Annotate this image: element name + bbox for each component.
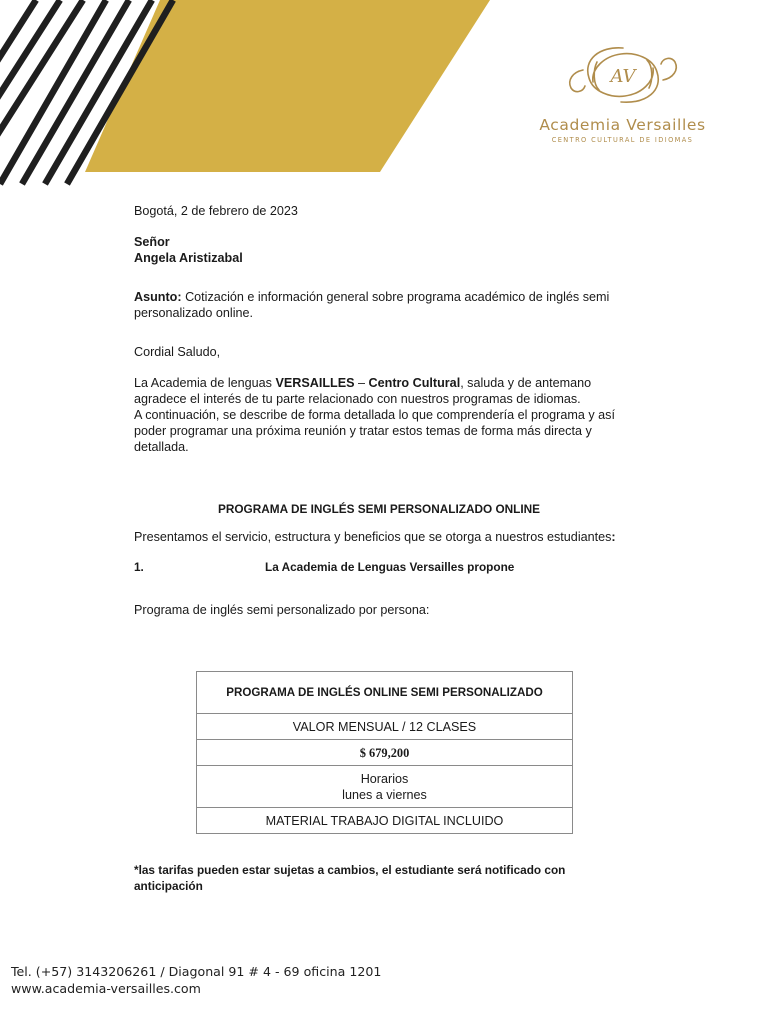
material-cell: MATERIAL TRABAJO DIGITAL INCLUIDO [197, 808, 573, 834]
item-text: La Academia de Lenguas Versailles propone [265, 560, 515, 574]
table-row [197, 808, 573, 834]
footer-website-link[interactable]: www.academia-versailles.com [11, 981, 201, 996]
schedule-value: lunes a viernes [342, 787, 427, 802]
header-decoration [0, 0, 500, 190]
monogram-text: AV [609, 66, 636, 87]
schedule-label: Horarios [360, 771, 409, 786]
table-row [197, 740, 573, 766]
recipient-name: Angela Aristizabal [134, 251, 243, 265]
table-row [197, 672, 573, 714]
body-text-rest: , saluda y de antemano agradece el interés de tu parte relacionado con nuestros programas de idiomas. [134, 376, 592, 406]
body-text: La Academia de lenguas [134, 376, 276, 390]
letter-date: Bogotá, 2 de febrero de 2023 [134, 204, 298, 218]
program-title: PROGRAMA DE INGLÉS SEMI PERSONALIZADO ONLINE [217, 502, 541, 516]
body-paragraph-2: A continuación, se describe de forma detallada lo que comprendería el programa y así poder programar una próxima reunión y tratar estos temas de forma más directa y detallada. [134, 408, 615, 454]
gold-banner-shape [85, 0, 490, 172]
center-bold: Centro Cultural [368, 376, 461, 390]
intro-line [134, 529, 624, 545]
pricing-note: *las tarifas pueden estar sujetas a cambios, el estudiante será notificado con anticipación [134, 863, 566, 893]
body-dash: – [354, 376, 369, 390]
footer [11, 963, 381, 997]
logo-tagline: CENTRO CULTURAL DE IDIOMAS [551, 136, 694, 144]
numbered-item [134, 559, 624, 575]
subject-line [134, 289, 624, 321]
item-number: 1. [134, 560, 144, 574]
table-row [197, 766, 573, 808]
price-cell: $ 679,200 [197, 740, 573, 766]
price-table [196, 671, 573, 834]
subject-label: Asunto: [134, 290, 182, 304]
footer-contact: Tel. (+57) 3143206261 / Diagonal 91 # 4 - 69 oficina 1201 [11, 964, 382, 979]
table-row [197, 714, 573, 740]
intro-text: Presentamos el servicio, estructura y beneficios que se otorga a nuestros estudiantes [134, 530, 612, 544]
intro-colon: : [611, 530, 616, 544]
salutation: Señor [134, 235, 170, 249]
schedule-cell [197, 766, 573, 808]
body-paragraph-1 [134, 375, 624, 407]
logo-brand-name: Academia Versailles [539, 116, 706, 134]
program-line: Programa de inglés semi personalizado por persona: [134, 603, 430, 617]
table-title-cell: PROGRAMA DE INGLÉS ONLINE SEMI PERSONALIZADO [197, 672, 573, 714]
monogram-emblem-icon [563, 40, 683, 110]
letter-body [134, 203, 624, 618]
academy-logo [515, 40, 730, 150]
value-label-cell: VALOR MENSUAL / 12 CLASES [197, 714, 573, 740]
greeting: Cordial Saludo, [134, 345, 221, 359]
gold-banner-edge [83, 172, 380, 184]
subject-text: Cotización e información general sobre programa académico de inglés semi personalizado online. [134, 290, 610, 320]
brand-bold: VERSAILLES [275, 376, 355, 390]
